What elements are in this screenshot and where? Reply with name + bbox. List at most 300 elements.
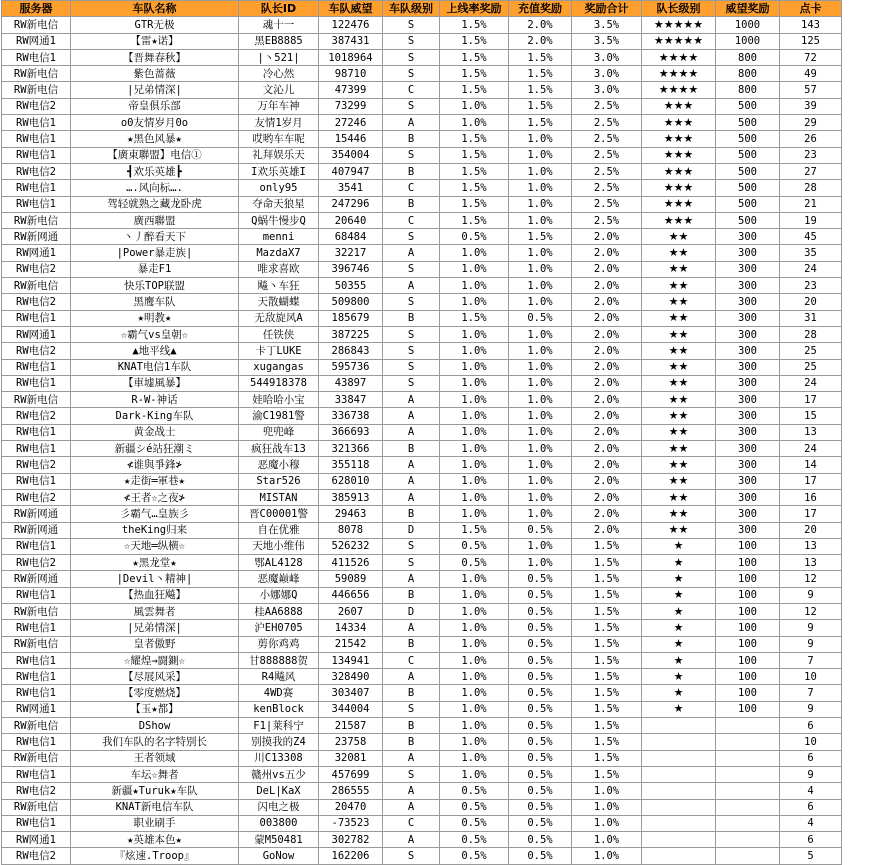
- cell-online-bonus[interactable]: 1.5%: [440, 49, 509, 65]
- cell-online-bonus[interactable]: 1.0%: [440, 685, 509, 701]
- header-server[interactable]: 服务器: [2, 1, 71, 17]
- cell-team-prestige[interactable]: 446656: [319, 587, 383, 603]
- cell-server[interactable]: RW网通1: [2, 33, 71, 49]
- cell-team-prestige[interactable]: 328490: [319, 669, 383, 685]
- cell-bonus-total[interactable]: 1.5%: [572, 685, 642, 701]
- cell-team-name[interactable]: |兄弟情深|: [71, 620, 239, 636]
- cell-prestige-reward[interactable]: 800: [716, 49, 780, 65]
- cell-team-name[interactable]: 風雲舞者: [71, 603, 239, 619]
- cell-online-bonus[interactable]: 1.5%: [440, 131, 509, 147]
- cell-team-name[interactable]: 【廣東聯盟】电信①: [71, 147, 239, 163]
- cell-point-card[interactable]: 13: [780, 538, 842, 554]
- cell-team-level[interactable]: A: [383, 457, 440, 473]
- header-online-bonus[interactable]: 上线率奖励: [440, 1, 509, 17]
- cell-captain-level[interactable]: ★★: [642, 229, 716, 245]
- cell-online-bonus[interactable]: 0.5%: [440, 229, 509, 245]
- cell-captain-level[interactable]: ★★: [642, 294, 716, 310]
- cell-prestige-reward[interactable]: 300: [716, 441, 780, 457]
- cell-team-name[interactable]: ▲地平线▲: [71, 343, 239, 359]
- cell-team-prestige[interactable]: 411526: [319, 555, 383, 571]
- cell-recharge-bonus[interactable]: 1.0%: [509, 441, 572, 457]
- cell-online-bonus[interactable]: 1.5%: [440, 82, 509, 98]
- cell-team-level[interactable]: S: [383, 375, 440, 391]
- cell-bonus-total[interactable]: 2.5%: [572, 98, 642, 114]
- cell-team-level[interactable]: A: [383, 245, 440, 261]
- cell-point-card[interactable]: 49: [780, 66, 842, 82]
- cell-online-bonus[interactable]: 1.0%: [440, 701, 509, 717]
- cell-point-card[interactable]: 125: [780, 33, 842, 49]
- cell-team-prestige[interactable]: 2607: [319, 603, 383, 619]
- cell-server[interactable]: RW电信1: [2, 669, 71, 685]
- cell-team-prestige[interactable]: 73299: [319, 98, 383, 114]
- cell-online-bonus[interactable]: 1.0%: [440, 750, 509, 766]
- cell-server[interactable]: RW新电信: [2, 278, 71, 294]
- cell-captain-id[interactable]: 文沁儿: [239, 82, 319, 98]
- cell-captain-level[interactable]: ★: [642, 603, 716, 619]
- cell-server[interactable]: RW新电信: [2, 212, 71, 228]
- cell-team-level[interactable]: A: [383, 473, 440, 489]
- cell-team-prestige[interactable]: -73523: [319, 815, 383, 831]
- cell-captain-id[interactable]: 天散蝴蝶: [239, 294, 319, 310]
- cell-prestige-reward[interactable]: 300: [716, 359, 780, 375]
- cell-point-card[interactable]: 17: [780, 473, 842, 489]
- cell-team-name[interactable]: o0友情岁月0o: [71, 115, 239, 131]
- cell-point-card[interactable]: 26: [780, 131, 842, 147]
- cell-recharge-bonus[interactable]: 1.5%: [509, 115, 572, 131]
- cell-bonus-total[interactable]: 1.5%: [572, 571, 642, 587]
- cell-server[interactable]: RW新电信: [2, 636, 71, 652]
- cell-recharge-bonus[interactable]: 1.0%: [509, 392, 572, 408]
- cell-point-card[interactable]: 6: [780, 832, 842, 848]
- cell-prestige-reward[interactable]: 100: [716, 555, 780, 571]
- cell-point-card[interactable]: 25: [780, 359, 842, 375]
- cell-recharge-bonus[interactable]: 1.0%: [509, 538, 572, 554]
- cell-team-level[interactable]: A: [383, 571, 440, 587]
- cell-bonus-total[interactable]: 1.0%: [572, 832, 642, 848]
- cell-team-prestige[interactable]: 134941: [319, 652, 383, 668]
- cell-prestige-reward[interactable]: 300: [716, 245, 780, 261]
- cell-bonus-total[interactable]: 2.0%: [572, 343, 642, 359]
- cell-team-name[interactable]: 帝皇俱乐部: [71, 98, 239, 114]
- cell-recharge-bonus[interactable]: 1.0%: [509, 375, 572, 391]
- cell-captain-level[interactable]: ★★★: [642, 147, 716, 163]
- cell-bonus-total[interactable]: 2.5%: [572, 115, 642, 131]
- cell-prestige-reward[interactable]: 500: [716, 98, 780, 114]
- cell-team-level[interactable]: A: [383, 620, 440, 636]
- cell-team-prestige[interactable]: 50355: [319, 278, 383, 294]
- cell-server[interactable]: RW新电信: [2, 603, 71, 619]
- cell-server[interactable]: RW新网通: [2, 229, 71, 245]
- cell-captain-level[interactable]: ★: [642, 587, 716, 603]
- cell-online-bonus[interactable]: 1.0%: [440, 98, 509, 114]
- cell-team-name[interactable]: |兄弟情深|: [71, 82, 239, 98]
- cell-team-level[interactable]: C: [383, 652, 440, 668]
- cell-recharge-bonus[interactable]: 0.5%: [509, 310, 572, 326]
- cell-bonus-total[interactable]: 1.0%: [572, 848, 642, 864]
- cell-bonus-total[interactable]: 2.0%: [572, 294, 642, 310]
- cell-team-level[interactable]: A: [383, 115, 440, 131]
- cell-team-level[interactable]: B: [383, 310, 440, 326]
- cell-team-prestige[interactable]: 20640: [319, 212, 383, 228]
- cell-server[interactable]: RW新电信: [2, 17, 71, 33]
- cell-bonus-total[interactable]: 2.0%: [572, 473, 642, 489]
- cell-point-card[interactable]: 21: [780, 196, 842, 212]
- cell-point-card[interactable]: 10: [780, 734, 842, 750]
- cell-point-card[interactable]: 45: [780, 229, 842, 245]
- cell-team-name[interactable]: 我们车队的名字特别长: [71, 734, 239, 750]
- cell-point-card[interactable]: 57: [780, 82, 842, 98]
- cell-team-prestige[interactable]: 14334: [319, 620, 383, 636]
- cell-team-name[interactable]: 快乐TOP联盟: [71, 278, 239, 294]
- cell-recharge-bonus[interactable]: 1.0%: [509, 457, 572, 473]
- cell-team-name[interactable]: 皇者傲野: [71, 636, 239, 652]
- cell-bonus-total[interactable]: 1.5%: [572, 538, 642, 554]
- cell-team-name[interactable]: 紫色蔷薇: [71, 66, 239, 82]
- cell-captain-id[interactable]: 闪电之极: [239, 799, 319, 815]
- cell-team-name[interactable]: 车坛☆舞者: [71, 766, 239, 782]
- cell-point-card[interactable]: 16: [780, 489, 842, 505]
- cell-server[interactable]: RW网通1: [2, 326, 71, 342]
- cell-captain-id[interactable]: R4飚风: [239, 669, 319, 685]
- cell-prestige-reward[interactable]: 300: [716, 392, 780, 408]
- cell-online-bonus[interactable]: 0.5%: [440, 848, 509, 864]
- cell-recharge-bonus[interactable]: 1.0%: [509, 212, 572, 228]
- cell-bonus-total[interactable]: 2.0%: [572, 326, 642, 342]
- cell-bonus-total[interactable]: 2.5%: [572, 131, 642, 147]
- cell-captain-id[interactable]: 礼拜娱乐天: [239, 147, 319, 163]
- cell-prestige-reward[interactable]: 300: [716, 489, 780, 505]
- cell-team-name[interactable]: 【車墟風暴】: [71, 375, 239, 391]
- cell-recharge-bonus[interactable]: 0.5%: [509, 603, 572, 619]
- cell-team-name[interactable]: DShow: [71, 718, 239, 734]
- cell-team-prestige[interactable]: 385913: [319, 489, 383, 505]
- cell-team-level[interactable]: B: [383, 163, 440, 179]
- cell-bonus-total[interactable]: 2.0%: [572, 424, 642, 440]
- cell-recharge-bonus[interactable]: 1.0%: [509, 489, 572, 505]
- cell-server[interactable]: RW新电信: [2, 750, 71, 766]
- cell-point-card[interactable]: 17: [780, 506, 842, 522]
- cell-captain-id[interactable]: 剪你鸡鸡: [239, 636, 319, 652]
- cell-recharge-bonus[interactable]: 0.5%: [509, 636, 572, 652]
- cell-team-level[interactable]: A: [383, 750, 440, 766]
- cell-point-card[interactable]: 9: [780, 701, 842, 717]
- cell-server[interactable]: RW新电信: [2, 718, 71, 734]
- cell-online-bonus[interactable]: 1.0%: [440, 669, 509, 685]
- cell-captain-id[interactable]: 疯狂战车13: [239, 441, 319, 457]
- cell-prestige-reward[interactable]: 300: [716, 473, 780, 489]
- cell-recharge-bonus[interactable]: 1.0%: [509, 424, 572, 440]
- cell-team-prestige[interactable]: 366693: [319, 424, 383, 440]
- cell-team-prestige[interactable]: 185679: [319, 310, 383, 326]
- cell-bonus-total[interactable]: 3.5%: [572, 17, 642, 33]
- cell-recharge-bonus[interactable]: 2.0%: [509, 33, 572, 49]
- cell-prestige-reward[interactable]: 1000: [716, 33, 780, 49]
- cell-team-level[interactable]: S: [383, 701, 440, 717]
- cell-bonus-total[interactable]: 2.0%: [572, 375, 642, 391]
- cell-team-level[interactable]: B: [383, 685, 440, 701]
- cell-bonus-total[interactable]: 1.5%: [572, 734, 642, 750]
- cell-team-level[interactable]: A: [383, 783, 440, 799]
- cell-team-prestige[interactable]: 396746: [319, 261, 383, 277]
- cell-captain-id[interactable]: 蒙M50481: [239, 832, 319, 848]
- cell-online-bonus[interactable]: 0.5%: [440, 815, 509, 831]
- cell-captain-level[interactable]: ★★★: [642, 196, 716, 212]
- cell-prestige-reward[interactable]: 100: [716, 620, 780, 636]
- cell-prestige-reward[interactable]: [716, 718, 780, 734]
- cell-bonus-total[interactable]: 1.5%: [572, 701, 642, 717]
- cell-team-name[interactable]: ★黑龙堂★: [71, 555, 239, 571]
- cell-online-bonus[interactable]: 1.5%: [440, 17, 509, 33]
- cell-prestige-reward[interactable]: 500: [716, 131, 780, 147]
- cell-captain-id[interactable]: 桂AA6888: [239, 603, 319, 619]
- cell-prestige-reward[interactable]: [716, 848, 780, 864]
- cell-team-level[interactable]: S: [383, 98, 440, 114]
- cell-point-card[interactable]: 29: [780, 115, 842, 131]
- cell-online-bonus[interactable]: 1.5%: [440, 522, 509, 538]
- cell-recharge-bonus[interactable]: 0.5%: [509, 832, 572, 848]
- cell-captain-id[interactable]: 任铁侠: [239, 326, 319, 342]
- cell-team-prestige[interactable]: 122476: [319, 17, 383, 33]
- cell-captain-id[interactable]: 飚丶车狂: [239, 278, 319, 294]
- cell-prestige-reward[interactable]: 100: [716, 571, 780, 587]
- cell-team-prestige[interactable]: 8078: [319, 522, 383, 538]
- cell-point-card[interactable]: 6: [780, 718, 842, 734]
- cell-prestige-reward[interactable]: 300: [716, 278, 780, 294]
- cell-online-bonus[interactable]: 1.5%: [440, 196, 509, 212]
- cell-online-bonus[interactable]: 1.0%: [440, 261, 509, 277]
- cell-server[interactable]: RW网通1: [2, 701, 71, 717]
- cell-captain-id[interactable]: 兜兜峰: [239, 424, 319, 440]
- cell-prestige-reward[interactable]: 800: [716, 82, 780, 98]
- header-team-level[interactable]: 车队级别: [383, 1, 440, 17]
- cell-team-name[interactable]: ★走街═軍巷★: [71, 473, 239, 489]
- cell-prestige-reward[interactable]: [716, 734, 780, 750]
- cell-point-card[interactable]: 23: [780, 147, 842, 163]
- cell-bonus-total[interactable]: 2.5%: [572, 212, 642, 228]
- cell-online-bonus[interactable]: 1.0%: [440, 294, 509, 310]
- cell-team-prestige[interactable]: 321366: [319, 441, 383, 457]
- cell-prestige-reward[interactable]: 100: [716, 538, 780, 554]
- cell-bonus-total[interactable]: 2.0%: [572, 261, 642, 277]
- cell-point-card[interactable]: 23: [780, 278, 842, 294]
- cell-team-prestige[interactable]: 27246: [319, 115, 383, 131]
- cell-online-bonus[interactable]: 1.5%: [440, 212, 509, 228]
- cell-online-bonus[interactable]: 1.0%: [440, 115, 509, 131]
- cell-bonus-total[interactable]: 2.0%: [572, 506, 642, 522]
- cell-captain-id[interactable]: 无敌旋风A: [239, 310, 319, 326]
- cell-point-card[interactable]: 72: [780, 49, 842, 65]
- cell-bonus-total[interactable]: 1.5%: [572, 555, 642, 571]
- cell-team-level[interactable]: S: [383, 17, 440, 33]
- cell-server[interactable]: RW电信2: [2, 294, 71, 310]
- cell-captain-id[interactable]: 544918378: [239, 375, 319, 391]
- cell-recharge-bonus[interactable]: 1.0%: [509, 473, 572, 489]
- cell-captain-level[interactable]: [642, 848, 716, 864]
- cell-team-level[interactable]: A: [383, 424, 440, 440]
- cell-bonus-total[interactable]: 3.0%: [572, 66, 642, 82]
- cell-server[interactable]: RW新电信: [2, 82, 71, 98]
- cell-team-name[interactable]: 【零度燃烧】: [71, 685, 239, 701]
- cell-captain-id[interactable]: Q蜗牛慢步Q: [239, 212, 319, 228]
- cell-team-level[interactable]: S: [383, 229, 440, 245]
- cell-recharge-bonus[interactable]: 0.5%: [509, 734, 572, 750]
- cell-team-prestige[interactable]: 355118: [319, 457, 383, 473]
- cell-point-card[interactable]: 4: [780, 815, 842, 831]
- cell-online-bonus[interactable]: 1.0%: [440, 506, 509, 522]
- cell-captain-id[interactable]: 黑EB8885: [239, 33, 319, 49]
- cell-bonus-total[interactable]: 1.5%: [572, 750, 642, 766]
- cell-bonus-total[interactable]: 1.0%: [572, 799, 642, 815]
- cell-captain-level[interactable]: ★★★: [642, 163, 716, 179]
- cell-team-prestige[interactable]: 15446: [319, 131, 383, 147]
- cell-online-bonus[interactable]: 1.5%: [440, 33, 509, 49]
- cell-point-card[interactable]: 9: [780, 766, 842, 782]
- cell-team-level[interactable]: B: [383, 718, 440, 734]
- cell-recharge-bonus[interactable]: 0.5%: [509, 571, 572, 587]
- cell-team-level[interactable]: S: [383, 766, 440, 782]
- cell-captain-id[interactable]: 夺命天狼星: [239, 196, 319, 212]
- cell-captain-level[interactable]: ★: [642, 669, 716, 685]
- cell-prestige-reward[interactable]: 500: [716, 212, 780, 228]
- cell-team-prestige[interactable]: 286843: [319, 343, 383, 359]
- cell-bonus-total[interactable]: 1.5%: [572, 718, 642, 734]
- cell-bonus-total[interactable]: 2.0%: [572, 522, 642, 538]
- cell-recharge-bonus[interactable]: 1.5%: [509, 49, 572, 65]
- cell-bonus-total[interactable]: 1.5%: [572, 620, 642, 636]
- cell-bonus-total[interactable]: 2.0%: [572, 441, 642, 457]
- cell-point-card[interactable]: 9: [780, 636, 842, 652]
- cell-team-name[interactable]: 职业刷手: [71, 815, 239, 831]
- cell-online-bonus[interactable]: 1.0%: [440, 278, 509, 294]
- cell-captain-level[interactable]: [642, 766, 716, 782]
- cell-online-bonus[interactable]: 1.0%: [440, 359, 509, 375]
- cell-point-card[interactable]: 27: [780, 163, 842, 179]
- cell-captain-id[interactable]: 天地小维伟: [239, 538, 319, 554]
- cell-captain-id[interactable]: 4WD赛: [239, 685, 319, 701]
- cell-bonus-total[interactable]: 2.0%: [572, 489, 642, 505]
- cell-team-prestige[interactable]: 32217: [319, 245, 383, 261]
- cell-captain-id[interactable]: 恶魔小穆: [239, 457, 319, 473]
- cell-team-prestige[interactable]: 354004: [319, 147, 383, 163]
- cell-point-card[interactable]: 143: [780, 17, 842, 33]
- cell-team-name[interactable]: 黄金战士: [71, 424, 239, 440]
- cell-online-bonus[interactable]: 1.0%: [440, 375, 509, 391]
- cell-online-bonus[interactable]: 1.0%: [440, 636, 509, 652]
- cell-team-level[interactable]: S: [383, 326, 440, 342]
- cell-prestige-reward[interactable]: 300: [716, 457, 780, 473]
- cell-server[interactable]: RW新网通: [2, 522, 71, 538]
- cell-recharge-bonus[interactable]: 1.5%: [509, 82, 572, 98]
- cell-team-level[interactable]: B: [383, 734, 440, 750]
- cell-captain-level[interactable]: [642, 832, 716, 848]
- cell-point-card[interactable]: 6: [780, 799, 842, 815]
- cell-server[interactable]: RW电信1: [2, 766, 71, 782]
- cell-point-card[interactable]: 14: [780, 457, 842, 473]
- cell-team-prestige[interactable]: 336738: [319, 408, 383, 424]
- cell-team-prestige[interactable]: 29463: [319, 506, 383, 522]
- cell-point-card[interactable]: 9: [780, 587, 842, 603]
- cell-team-name[interactable]: ….风向标….: [71, 180, 239, 196]
- cell-server[interactable]: RW电信1: [2, 310, 71, 326]
- cell-bonus-total[interactable]: 1.5%: [572, 652, 642, 668]
- cell-recharge-bonus[interactable]: 0.5%: [509, 701, 572, 717]
- cell-captain-id[interactable]: 友情1岁月: [239, 115, 319, 131]
- cell-team-level[interactable]: A: [383, 408, 440, 424]
- cell-point-card[interactable]: 12: [780, 571, 842, 587]
- cell-recharge-bonus[interactable]: 1.0%: [509, 163, 572, 179]
- cell-team-name[interactable]: 【玉★都】: [71, 701, 239, 717]
- cell-bonus-total[interactable]: 1.0%: [572, 815, 642, 831]
- cell-server[interactable]: RW新电信: [2, 392, 71, 408]
- cell-team-level[interactable]: B: [383, 131, 440, 147]
- cell-team-prestige[interactable]: 3541: [319, 180, 383, 196]
- cell-online-bonus[interactable]: 1.0%: [440, 457, 509, 473]
- cell-captain-level[interactable]: ★: [642, 555, 716, 571]
- cell-point-card[interactable]: 24: [780, 261, 842, 277]
- cell-recharge-bonus[interactable]: 2.0%: [509, 17, 572, 33]
- cell-bonus-total[interactable]: 3.5%: [572, 33, 642, 49]
- cell-captain-level[interactable]: ★★: [642, 359, 716, 375]
- cell-server[interactable]: RW电信1: [2, 375, 71, 391]
- cell-team-name[interactable]: |Devil丶精神|: [71, 571, 239, 587]
- cell-recharge-bonus[interactable]: 1.0%: [509, 261, 572, 277]
- cell-captain-level[interactable]: ★★: [642, 473, 716, 489]
- cell-captain-id[interactable]: 哎哟车车呢: [239, 131, 319, 147]
- cell-team-prestige[interactable]: 387225: [319, 326, 383, 342]
- cell-team-level[interactable]: S: [383, 294, 440, 310]
- cell-team-name[interactable]: 新疆★Turuk★车队: [71, 783, 239, 799]
- cell-captain-level[interactable]: ★★: [642, 343, 716, 359]
- cell-captain-id[interactable]: 渝C1981警: [239, 408, 319, 424]
- header-prestige-reward[interactable]: 威望奖励: [716, 1, 780, 17]
- cell-captain-level[interactable]: ★★: [642, 310, 716, 326]
- cell-team-name[interactable]: KNAT电信1车队: [71, 359, 239, 375]
- cell-captain-level[interactable]: ★: [642, 652, 716, 668]
- cell-point-card[interactable]: 19: [780, 212, 842, 228]
- cell-prestige-reward[interactable]: 300: [716, 375, 780, 391]
- cell-captain-id[interactable]: 晋C00001警: [239, 506, 319, 522]
- cell-server[interactable]: RW电信1: [2, 538, 71, 554]
- cell-recharge-bonus[interactable]: 1.0%: [509, 359, 572, 375]
- cell-prestige-reward[interactable]: 500: [716, 115, 780, 131]
- cell-prestige-reward[interactable]: 300: [716, 229, 780, 245]
- cell-online-bonus[interactable]: 1.0%: [440, 603, 509, 619]
- cell-team-level[interactable]: D: [383, 522, 440, 538]
- cell-online-bonus[interactable]: 1.0%: [440, 620, 509, 636]
- cell-server[interactable]: RW电信2: [2, 783, 71, 799]
- cell-prestige-reward[interactable]: [716, 799, 780, 815]
- cell-online-bonus[interactable]: 1.5%: [440, 180, 509, 196]
- cell-server[interactable]: RW电信1: [2, 734, 71, 750]
- cell-point-card[interactable]: 15: [780, 408, 842, 424]
- cell-captain-level[interactable]: ★★: [642, 326, 716, 342]
- cell-team-prestige[interactable]: 344004: [319, 701, 383, 717]
- header-captain-level[interactable]: 队长级别: [642, 1, 716, 17]
- cell-team-prestige[interactable]: 32081: [319, 750, 383, 766]
- cell-server[interactable]: RW电信1: [2, 685, 71, 701]
- cell-captain-id[interactable]: MazdaX7: [239, 245, 319, 261]
- cell-team-level[interactable]: S: [383, 343, 440, 359]
- cell-captain-level[interactable]: ★★: [642, 506, 716, 522]
- cell-team-name[interactable]: 彡霸气…皇族彡: [71, 506, 239, 522]
- cell-online-bonus[interactable]: 1.5%: [440, 310, 509, 326]
- cell-prestige-reward[interactable]: 300: [716, 506, 780, 522]
- cell-team-prestige[interactable]: 509800: [319, 294, 383, 310]
- cell-team-prestige[interactable]: 59089: [319, 571, 383, 587]
- header-point-card[interactable]: 点卡: [780, 1, 842, 17]
- cell-online-bonus[interactable]: 1.5%: [440, 66, 509, 82]
- cell-recharge-bonus[interactable]: 1.0%: [509, 278, 572, 294]
